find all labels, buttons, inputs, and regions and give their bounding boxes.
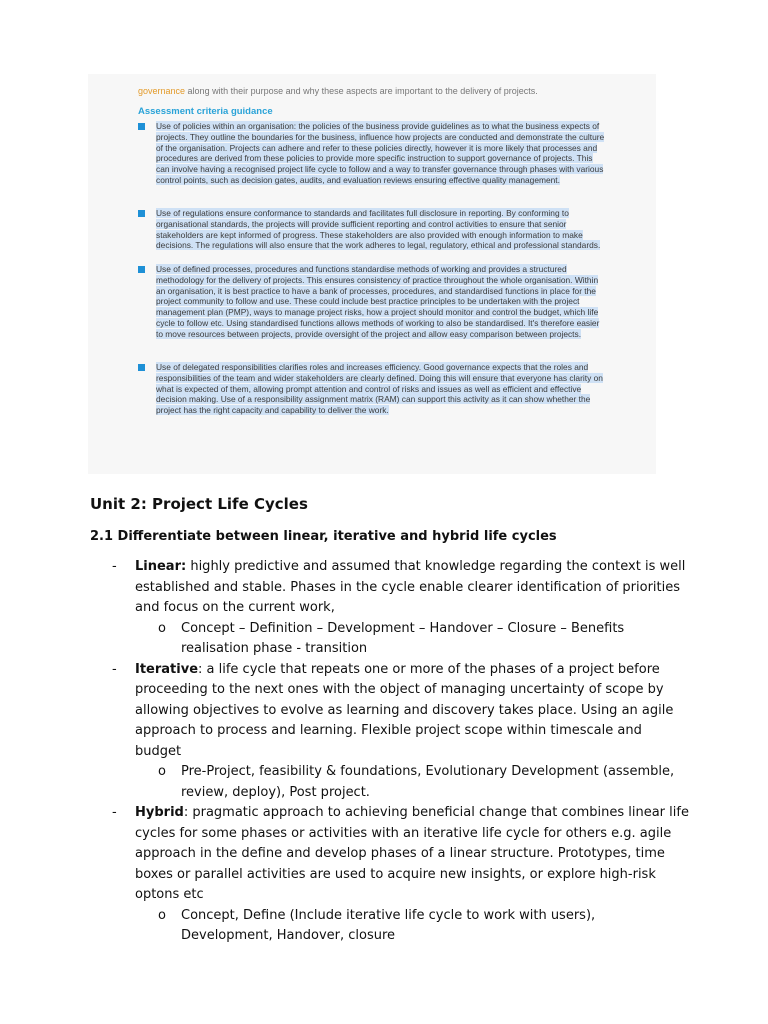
section-title: 2.1 Differentiate between linear, iterative and hybrid life cycles (90, 529, 557, 544)
dash-bullet: - (112, 559, 117, 574)
term-linear: Linear: (135, 559, 187, 574)
square-bullet-icon (138, 266, 145, 273)
sub-text-linear: Concept – Definition – Development – Handover – Closure – Benefits realisation phase - transition (181, 620, 625, 656)
sub-item-linear (90, 619, 690, 660)
sub-item-iterative (90, 762, 690, 803)
scan-bullet-text: Use of regulations ensure conformance to standards and facilitates full disclosure in reporting. By conforming to organisational standards, the projects will provide sufficient reporting and control activities to ensure that senior stakeholders are kept informed of progress. These stakeholders are also provided with enough information to make decisions. The regulations will also ensure that the work adheres to legal, regulatory, ethical and professional standards. (156, 208, 601, 251)
scan-bullet-text: Use of defined processes, procedures and functions standardise methods of working and provides a structured methodology for the delivery of projects. This ensures consistency of practice throughout the whole organisation. Within an organisation, it is best practice to have a bank of processes, procedures, and standardised functions in place for the project community to follow and use. These could include best practice principles to be undertaken with the project management plan (PMP), ways to manage project risks, how a project should monitor and control the budget, which life cycle to follow etc. Using standardised functions allows methods of working to also be standardised. It's therefore easier to move resources between projects, provide oversight of the project and allow easy comparison between projects. (156, 264, 600, 339)
circle-bullet: o (158, 620, 166, 636)
scan-bullet (138, 362, 608, 416)
dash-bullet: - (112, 805, 117, 820)
term-iterative: Iterative (135, 661, 199, 677)
embedded-screenshot (88, 74, 656, 474)
square-bullet-icon (138, 123, 145, 130)
circle-bullet: o (158, 907, 166, 923)
definition-linear: highly predictive and assumed that knowledge regarding the context is well established and stable. Phases in the cycle enable clearer identification of priorities and focus on the current work, (135, 559, 686, 615)
term-hybrid: Hybrid (135, 805, 184, 820)
life-cycle-list (90, 557, 690, 947)
list-item-linear (90, 557, 690, 619)
definition-iterative: : a life cycle that repeats one or more of the phases of a project before proceeding to the next ones with the object of managing uncertainty of scope by allowing objectives to evolve as learning and discovery takes place. Using an agile approach to process and learning. Flexible project scope within timescale and budget (135, 661, 674, 759)
square-bullet-icon (138, 364, 145, 371)
unit-title: Unit 2: Project Life Cycles (90, 495, 308, 513)
scan-bullet-text: Use of delegated responsibilities clarifies roles and increases efficiency. Good governance expects that the roles and responsibilities of the team and wider stakeholders are clearly defined. Doing this will ensure that everyone has clarity on what is expected of them, allowing prompt attention and control of risks and issues as well as efficient and effective decision making. Use of a responsibility assignment matrix (RAM) can support this activity as it can show whether the project has the right capacity and capability to deliver the work. (156, 362, 603, 416)
scan-bullet (138, 264, 608, 340)
scan-bullet (138, 208, 608, 251)
assessment-heading: Assessment criteria guidance (138, 106, 273, 117)
circle-bullet: o (158, 764, 166, 779)
definition-hybrid: : pragmatic approach to achieving beneficial change that combines linear life cycles for some phases or activities with an iterative life cycle for others e.g. agile approach in the define and develop phases of a linear structure. Prototypes, time boxes or parallel activities are used to acquire new insights, or explore high-risk optons etc (135, 805, 689, 902)
sub-text-hybrid: Concept, Define (Include iterative life cycle to work with users), Development, Handover, closure (181, 907, 596, 943)
list-item-hybrid (90, 803, 690, 906)
square-bullet-icon (138, 210, 145, 217)
sub-text-iterative: Pre-Project, feasibility & foundations, Evolutionary Development (assemble, review, deploy), Post project. (181, 764, 675, 800)
scan-bullet-text: Use of policies within an organisation: the policies of the business provide guidelines as to what the business expects of projects. They outline the boundaries for the business, influence how projects are conducted and demonstrate the culture of the organisation. Projects can adhere and refer to these policies directly, however it is more likely that processes and procedures are derived from these policies to provide more specific instruction to support governance of projects. This can involve having a recognised project life cycle to follow and a way to transfer governance through phases with various control points, such as decision gates, audits, and evaluation reviews ensuring effective quality management. (156, 121, 605, 185)
cut-off-text: along with their purpose and why these aspects are important to the delivery of projects. (185, 86, 538, 96)
sub-item-hybrid (90, 906, 690, 947)
cut-off-line (138, 86, 538, 96)
dash-bullet: - (112, 661, 117, 677)
scan-bullet (138, 121, 608, 186)
cut-off-highlight-word: governance (138, 86, 186, 96)
list-item-iterative (90, 660, 690, 763)
